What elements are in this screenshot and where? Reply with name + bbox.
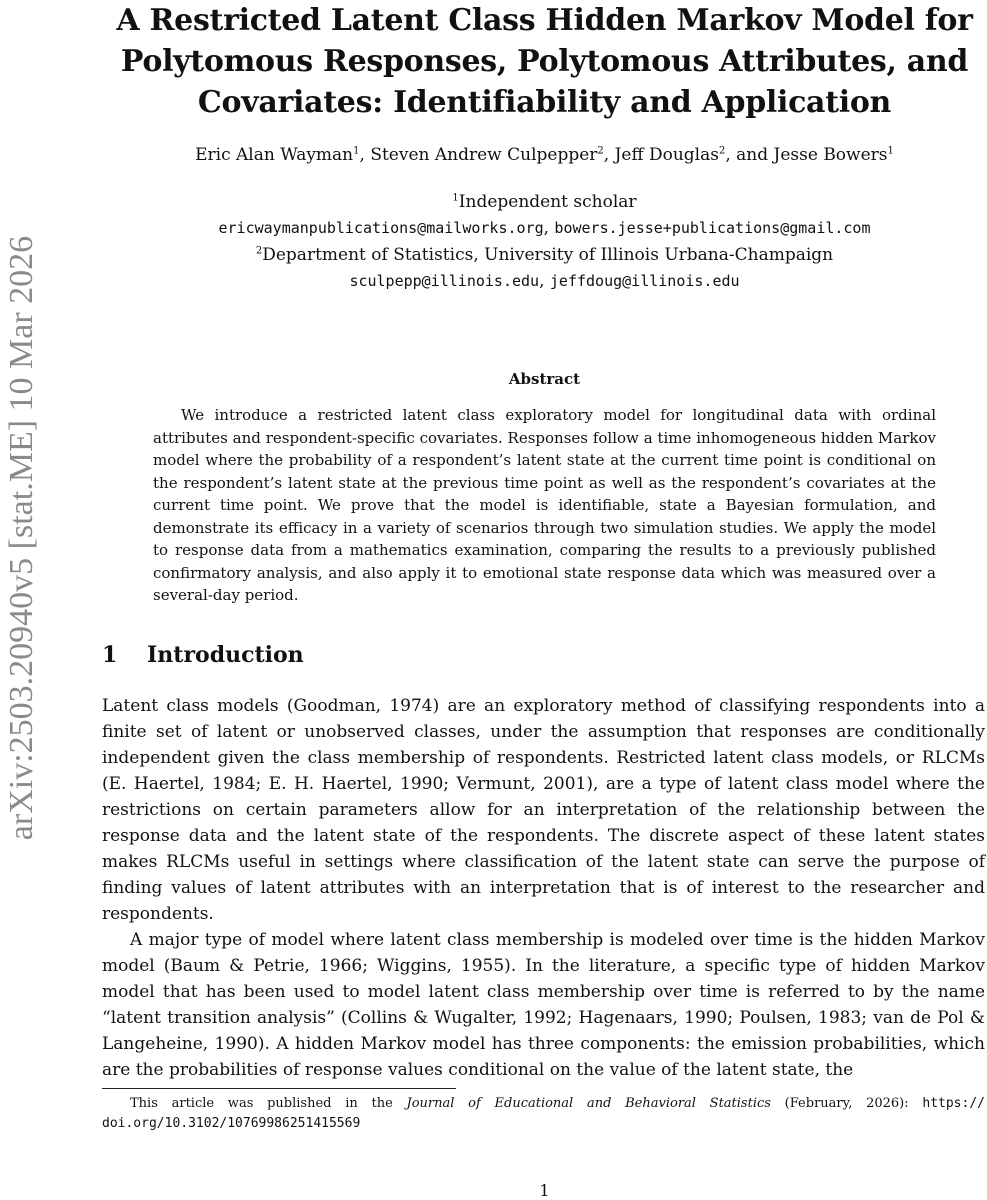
author-4: Jesse Bowers$^1$ <box>773 145 894 165</box>
arxiv-stamp <box>5 196 39 880</box>
email-link-culpepper[interactable]: sculpepp@illinois.edu <box>349 272 540 290</box>
email-link-wayman[interactable]: ericwaymanpublications@mailworks.org <box>218 219 544 237</box>
intro-paragraph-1: Latent class models (Goodman, 1974) are an exploratory method of classifying respondents into a finite set of latent or unobserved classes, under the assumption that responses are conditionally independent given the class membership of respondents. Restricted latent class models, or RLCMs (E. Haertel, 1984; E. H. Haertel, 1990; Vermunt, 2001), are a type of latent class model where the restrictions on certain parameters allow for an interpretation of the relationship between the response data and the latent state of the respondents. The discrete aspect of these latent states makes RLCMs useful in settings where classification of the latent state can serve the purpose of finding values of latent attributes with an interpretation that is of interest to the researcher and respondents. <box>102 696 985 924</box>
affiliation-2 <box>102 242 987 294</box>
abstract-body: We introduce a restricted latent class exploratory model for longitudinal data with ordinal attributes and respondent-specific covariates. Responses follow a time inhomogeneous hidden Markov model where the probability of a respondent’s latent state at the current time point is conditional on the respondent’s latent state at the previous time point as well as the respondent’s covariates at the current time point. We prove that the model is identifiable, state a Bayesian formulation, and demonstrate its efficacy in a variety of scenarios through two simulation studies. We apply the model to response data from a mathematics examination, comparing the results to a previously published confirmatory analysis, and also apply it to emotional state response data which was measured over a several-day period. <box>153 406 936 604</box>
affiliation-2-name: $^2$Department of Statistics, University of Illinois Urbana-Champaign <box>255 245 834 265</box>
affiliation-2-emails: sculpepp@illinois.edu, jeffdoug@illinois.edu <box>349 271 740 291</box>
arxiv-stamp-text: arXiv:2503.20940v5 [stat.ME] 10 Mar 2026 <box>3 235 40 841</box>
page-number: 1 <box>539 1181 550 1200</box>
footnote-journal: Journal of Educational and Behavioral Statistics <box>406 1096 771 1111</box>
author-3: Jeff Douglas$^2$, and <box>614 145 774 165</box>
section-number: 1 <box>102 642 118 668</box>
abstract-heading: Abstract <box>508 370 581 388</box>
section-heading-introduction <box>102 642 304 668</box>
footnote-divider <box>102 1088 456 1089</box>
section-title-text: Introduction <box>147 642 304 668</box>
author-1: Eric Alan Wayman$^1$, <box>195 145 371 165</box>
affiliation-1-emails: ericwaymanpublications@mailworks.org, bowers.jesse+publications@gmail.com <box>218 218 871 238</box>
paper-title: A Restricted Latent Class Hidden Markov Model for Polytomous Responses, Polytomous Attributes, and Covariates: Identifiability and Application <box>116 3 973 120</box>
affiliation-1 <box>102 189 987 241</box>
footnote-doi-link[interactable]: https:// doi.org/10.3102/10769986251415569 <box>102 1096 985 1131</box>
footnote: This article was published in the Journal of Educational and Behavioral Statistics (February, 2026): https:// doi.org/10.3102/10769986251415569 <box>102 1096 985 1131</box>
intro-paragraph-2: A major type of model where latent class membership is modeled over time is the hidden Markov model (Baum & Petrie, 1966; Wiggins, 1955). In the literature, a specific type of hidden Markov model that has been used to model latent class membership over time is referred to by the name “latent transition analysis” (Collins & Wugalter, 1992; Hagenaars, 1990; Poulsen, 1983; van de Pol & Langeheine, 1990). A hidden Markov model has three components: the emission probabilities, which are the probabilities of response values conditional on the value of the latent state, the <box>102 930 985 1080</box>
paper-page <box>102 0 987 1200</box>
author-list <box>102 145 987 165</box>
affiliation-1-name: $^1$Independent scholar <box>452 192 637 212</box>
email-link-bowers[interactable]: bowers.jesse+publications@gmail.com <box>554 219 871 237</box>
email-link-douglas[interactable]: jeffdoug@illinois.edu <box>549 272 740 290</box>
author-2: Steven Andrew Culpepper$^2$, <box>370 145 615 165</box>
